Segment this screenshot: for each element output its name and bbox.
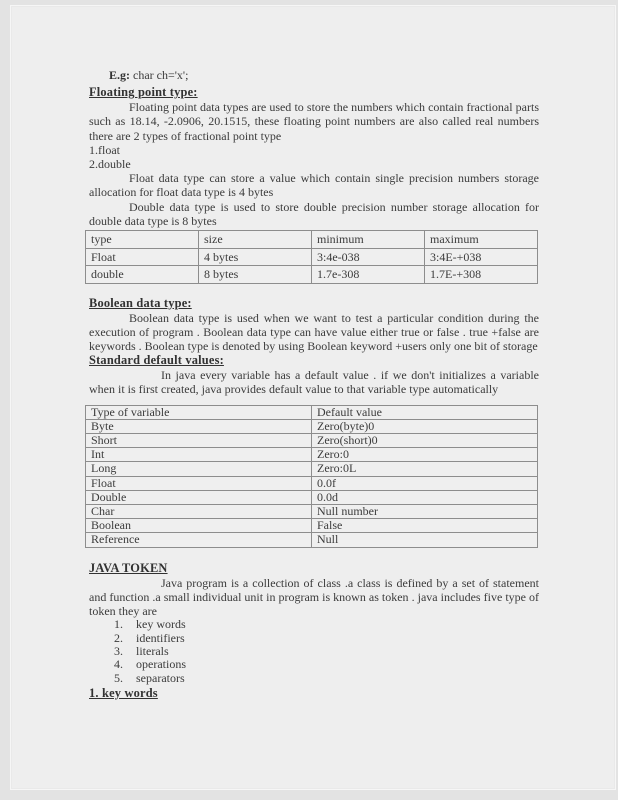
- table-cell: 4 bytes: [199, 248, 312, 266]
- table-row: [86, 504, 538, 518]
- table-header-cell: Default value: [312, 405, 538, 419]
- token-list-number: 4.: [114, 657, 123, 672]
- table-cell: Float: [86, 476, 312, 490]
- line-double-item: 2.double: [89, 157, 131, 172]
- table-cell: Float: [86, 248, 199, 266]
- table-header-cell: Type of variable: [86, 405, 312, 419]
- table-cell: Short: [86, 433, 312, 447]
- token-list-number: 2.: [114, 630, 123, 645]
- table-row: [86, 266, 538, 284]
- token-list-number: 1.: [114, 617, 123, 632]
- token-list-item: [114, 658, 539, 671]
- para-default-values: In java every variable has a default value . if we don't initializes a variable when it is first created, java provides default value to that variable type automatically: [89, 368, 539, 397]
- table-cell: 3:4E-+038: [425, 248, 538, 266]
- table-cell: 0.0d: [312, 490, 538, 504]
- table-row: [86, 490, 538, 504]
- token-list-item: [114, 632, 539, 645]
- example-label: E.g:: [109, 68, 130, 82]
- table-header-cell: minimum: [312, 231, 425, 249]
- example-line: [89, 68, 539, 82]
- table-cell: Int: [86, 448, 312, 462]
- token-list-item: [114, 672, 539, 685]
- para-java-token: Java program is a collection of class .a class is defined by a set of statement and function .a small individual unit in program is known as token . java includes five type of token they are: [89, 575, 539, 618]
- table-header-cell: type: [86, 231, 199, 249]
- heading-java-token: JAVA TOKEN: [89, 560, 168, 575]
- table-cell: Boolean: [86, 519, 312, 533]
- table-cell: Byte: [86, 419, 312, 433]
- table-cell: Zero(byte)0: [312, 419, 538, 433]
- table-header-cell: size: [199, 231, 312, 249]
- table-cell: Long: [86, 462, 312, 476]
- table-header-row: [86, 231, 538, 249]
- heading-floating-point-type: Floating point type:: [89, 85, 198, 100]
- table-cell: Zero:0: [312, 448, 538, 462]
- table-cell: Zero(short)0: [312, 433, 538, 447]
- para-float-detail: Float data type can store a value which contain single precision numbers storage allocation for float data type is 4 bytes: [89, 171, 539, 200]
- table-row: [86, 533, 538, 547]
- para-boolean: Boolean data type is used when we want to test a particular condition during the execution of program . Boolean data type can have value either true or false . true +false are keywords . Boolean type is denoted by using Boolean keyword +users only one bit of storage: [89, 310, 539, 353]
- token-list-label: identifiers: [136, 630, 185, 645]
- heading-key-words: 1. key words: [89, 686, 158, 701]
- table-cell: Null number: [312, 504, 538, 518]
- table-header-row: [86, 405, 538, 419]
- table-cell: Null: [312, 533, 538, 547]
- table-cell: double: [86, 266, 199, 284]
- table-cell: Double: [86, 490, 312, 504]
- table-cell: 8 bytes: [199, 266, 312, 284]
- table-cell: 1.7E-+308: [425, 266, 538, 284]
- document-page: [10, 5, 616, 790]
- table-cell: 3:4e-038: [312, 248, 425, 266]
- token-list-item: [114, 645, 539, 658]
- table-row: [86, 433, 538, 447]
- table-cell: Reference: [86, 533, 312, 547]
- line-float-item: 1.float: [89, 142, 120, 157]
- default-values-table: [85, 405, 538, 548]
- table-row: [86, 476, 538, 490]
- table-header-cell: maximum: [425, 231, 538, 249]
- token-list: [114, 618, 539, 685]
- table-row: [86, 462, 538, 476]
- para-floating-point: Floating point data types are used to store the numbers which contain fractional parts such as 18.14, -2.0906, 20.1515, these floating point numbers are also called real numbers there are 2 types of fractional point type: [89, 100, 539, 143]
- token-list-number: 5.: [114, 670, 123, 685]
- table-row: [86, 448, 538, 462]
- heading-boolean-data-type: Boolean data type:: [89, 295, 192, 310]
- para-double-detail: Double data type is used to store double precision number storage allocation for double data type is 8 bytes: [89, 199, 539, 228]
- table-row: [86, 519, 538, 533]
- table-cell: Char: [86, 504, 312, 518]
- table-cell: Zero:0L: [312, 462, 538, 476]
- token-list-label: operations: [136, 657, 186, 672]
- heading-standard-default-values: Standard default values:: [89, 353, 224, 368]
- float-range-table: [85, 230, 538, 284]
- token-list-item: [114, 618, 539, 631]
- example-code: char ch='x';: [130, 68, 189, 82]
- table-row: [86, 248, 538, 266]
- token-list-label: literals: [136, 644, 169, 658]
- table-cell: 1.7e-308: [312, 266, 425, 284]
- table-cell: 0.0f: [312, 476, 538, 490]
- token-list-number: 3.: [114, 644, 123, 658]
- table-row: [86, 419, 538, 433]
- token-list-label: key words: [136, 617, 186, 632]
- table-cell: False: [312, 519, 538, 533]
- token-list-label: separators: [136, 670, 185, 685]
